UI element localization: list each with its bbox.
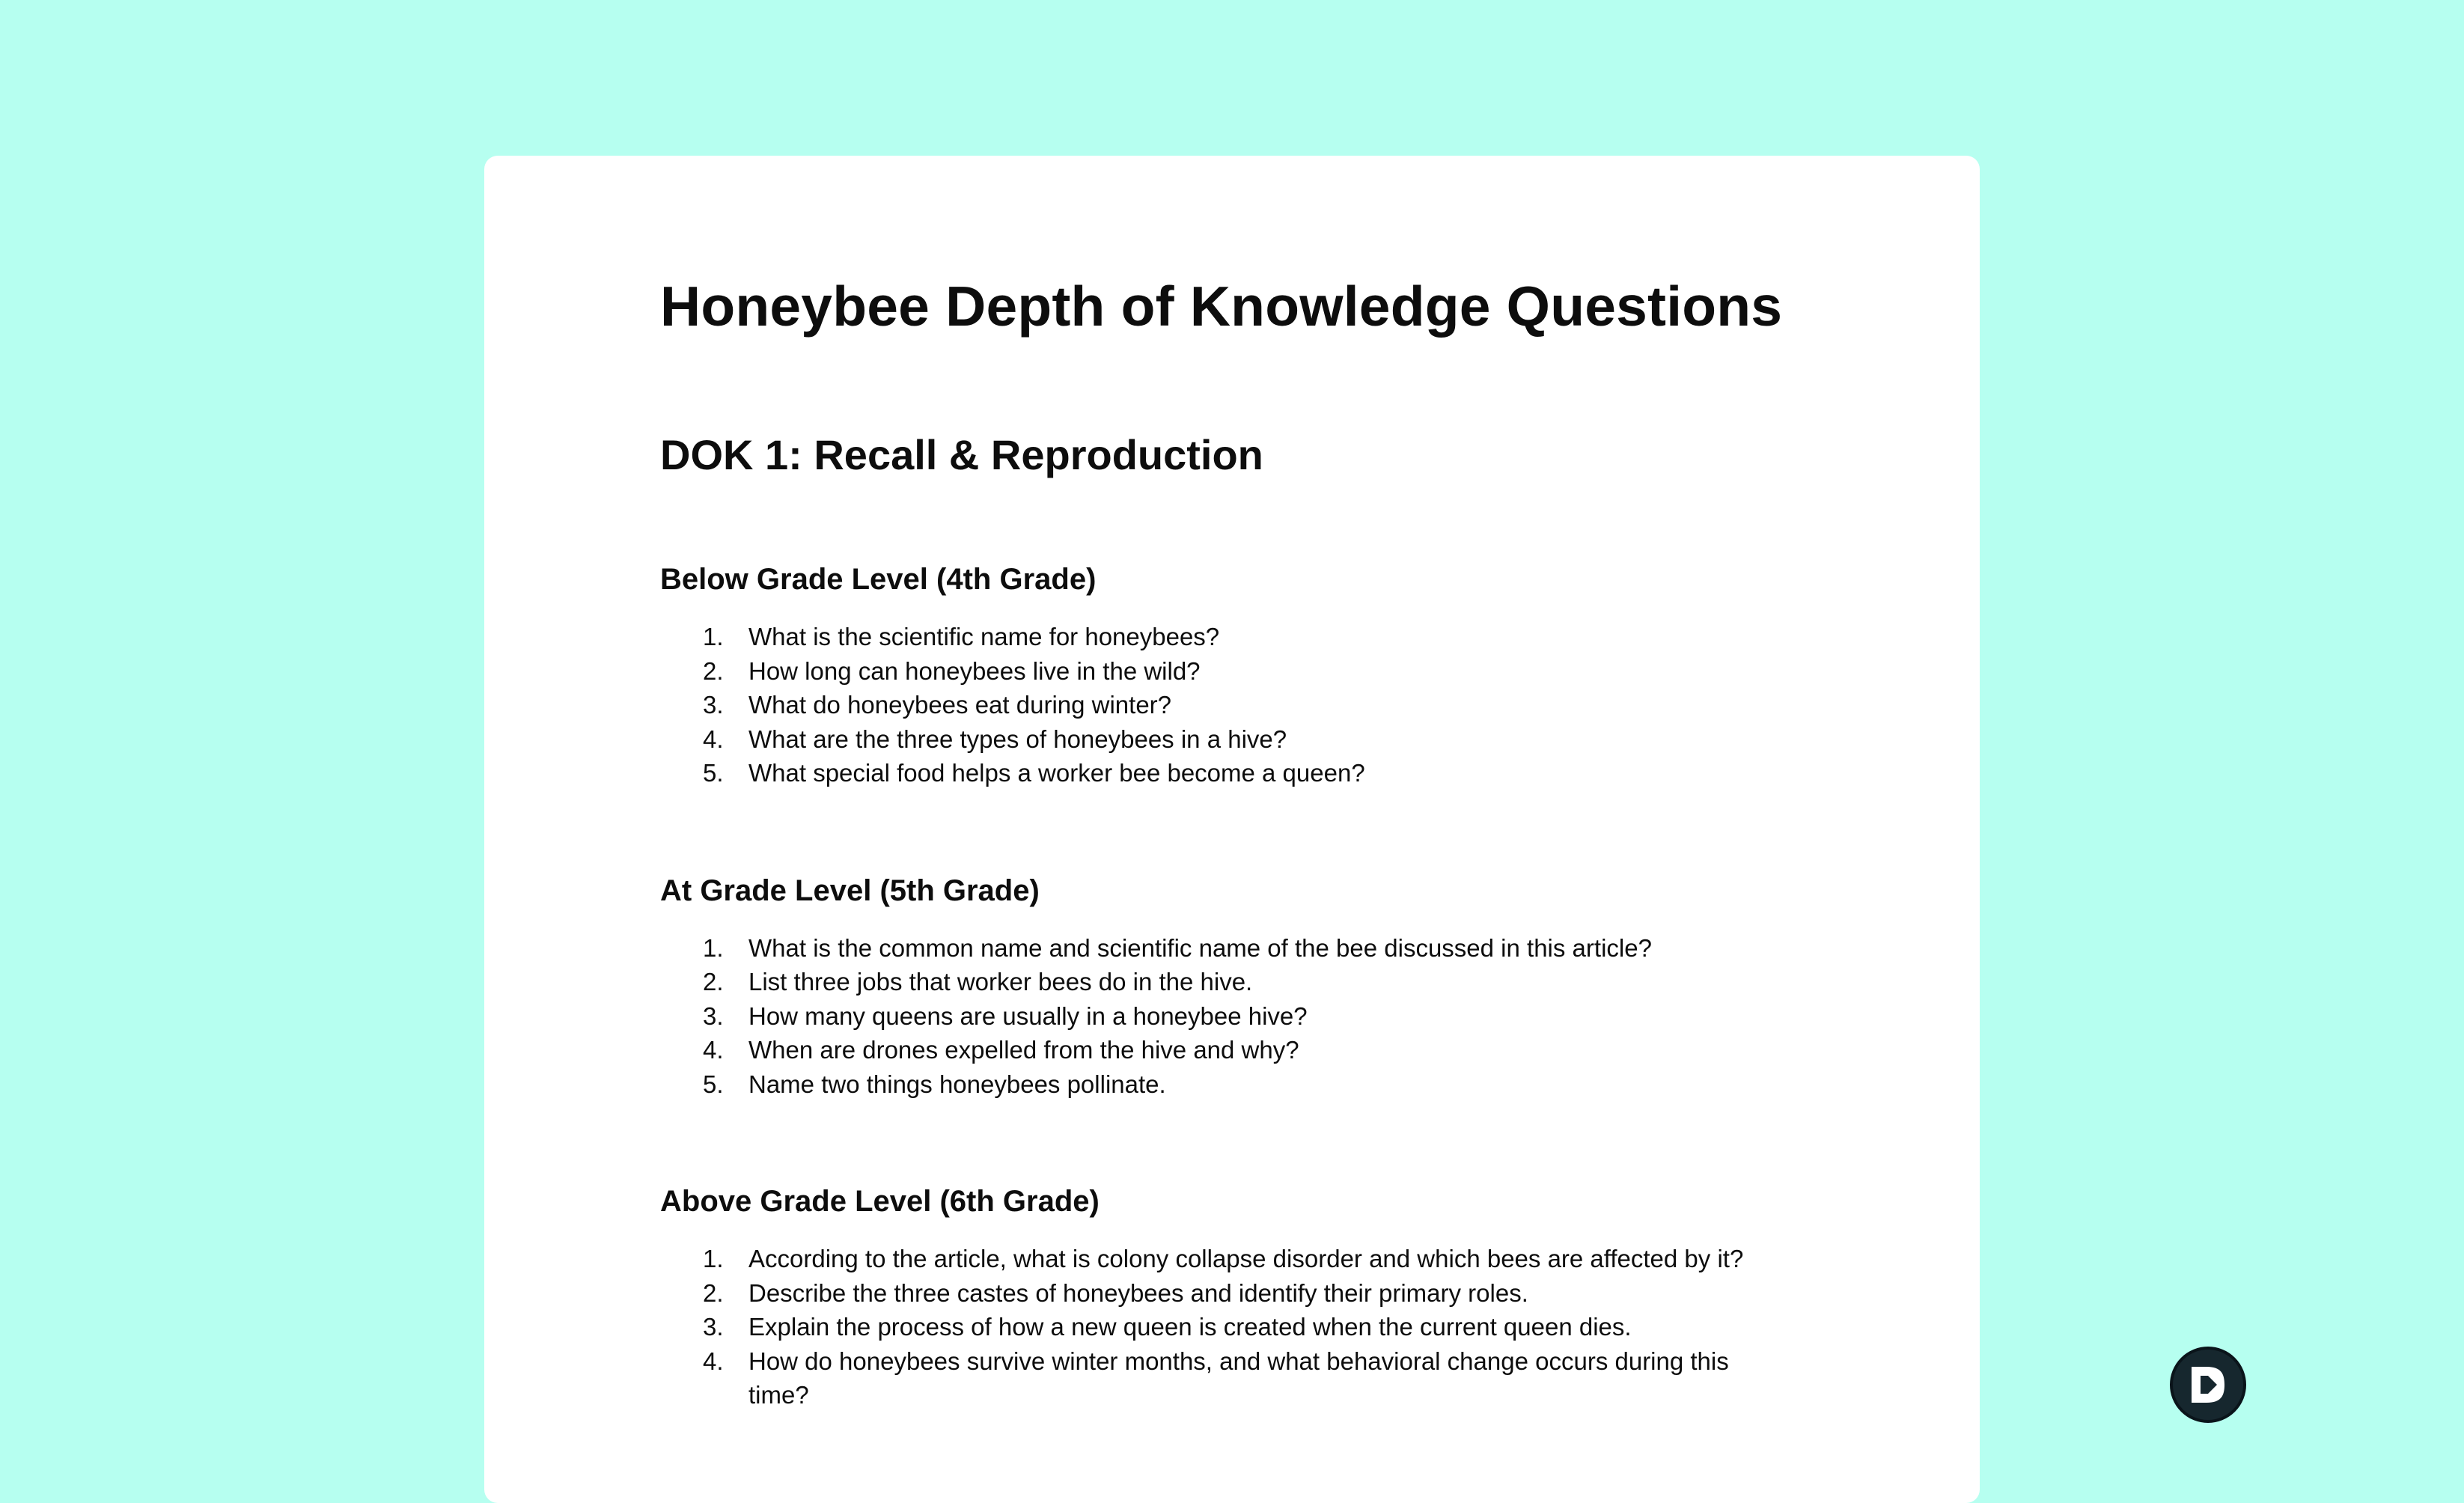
question-item	[660, 654, 1753, 689]
question-number: 1.	[703, 933, 724, 962]
question-item	[660, 1344, 1753, 1412]
question-number: 3.	[703, 1002, 724, 1030]
question-number: 3.	[703, 1313, 724, 1341]
question-text: Name two things honeybees pollinate.	[748, 1070, 1166, 1098]
question-list	[660, 931, 1753, 1102]
section-at-grade	[660, 873, 1980, 1102]
section-heading: Below Grade Level (4th Grade)	[660, 563, 1097, 597]
question-text: What special food helps a worker bee become a queen?	[748, 759, 1365, 787]
question-text: How long can honeybees live in the wild?	[748, 656, 1201, 685]
question-text: How many queens are usually in a honeybee hive?	[748, 1002, 1308, 1030]
brand-badge[interactable]	[2170, 1347, 2246, 1423]
question-item	[660, 999, 1753, 1034]
question-text: What is the scientific name for honeybees?	[748, 623, 1220, 651]
question-number: 3.	[703, 691, 724, 719]
document-page	[484, 156, 1980, 1503]
question-item	[660, 1276, 1753, 1311]
question-item	[660, 1310, 1753, 1344]
question-number: 1.	[703, 1245, 724, 1273]
question-item	[660, 1242, 1753, 1276]
section-heading: Above Grade Level (6th Grade)	[660, 1185, 1100, 1219]
question-item	[660, 620, 1753, 654]
brand-logo-icon	[2187, 1364, 2229, 1406]
section-below-grade	[660, 561, 1980, 790]
question-number: 1.	[703, 623, 724, 651]
question-number: 4.	[703, 1036, 724, 1064]
question-text: According to the article, what is colony collapse disorder and which bees are affected by it?	[748, 1245, 1744, 1273]
question-text: What are the three types of honeybees in a hive?	[748, 725, 1287, 753]
question-text: How do honeybees survive winter months, and what behavioral change occurs during this time?	[748, 1347, 1729, 1409]
question-text: What is the common name and scientific name of the bee discussed in this article?	[748, 933, 1652, 962]
question-item	[660, 965, 1753, 999]
question-text: List three jobs that worker bees do in the hive.	[748, 968, 1253, 996]
section-above-grade	[660, 1183, 1980, 1412]
question-number: 2.	[703, 1278, 724, 1307]
question-number: 5.	[703, 1070, 724, 1098]
question-text: Explain the process of how a new queen is created when the current queen dies.	[748, 1313, 1632, 1341]
question-item	[660, 688, 1753, 722]
document-title: Honeybee Depth of Knowledge Questions	[660, 275, 1783, 338]
question-number: 4.	[703, 725, 724, 753]
question-list	[660, 620, 1753, 790]
question-text: Describe the three castes of honeybees and identify their primary roles.	[748, 1278, 1528, 1307]
question-item	[660, 756, 1753, 790]
question-text: What do honeybees eat during winter?	[748, 691, 1172, 719]
question-item	[660, 1067, 1753, 1102]
question-number: 2.	[703, 656, 724, 685]
dok-heading: DOK 1: Recall & Reproduction	[660, 430, 1263, 478]
question-list	[660, 1242, 1753, 1412]
question-item	[660, 931, 1753, 966]
question-item	[660, 722, 1753, 757]
question-item	[660, 1033, 1753, 1067]
question-number: 5.	[703, 759, 724, 787]
question-text: When are drones expelled from the hive and why?	[748, 1036, 1299, 1064]
question-number: 4.	[703, 1347, 724, 1375]
section-heading: At Grade Level (5th Grade)	[660, 874, 1040, 907]
question-number: 2.	[703, 968, 724, 996]
